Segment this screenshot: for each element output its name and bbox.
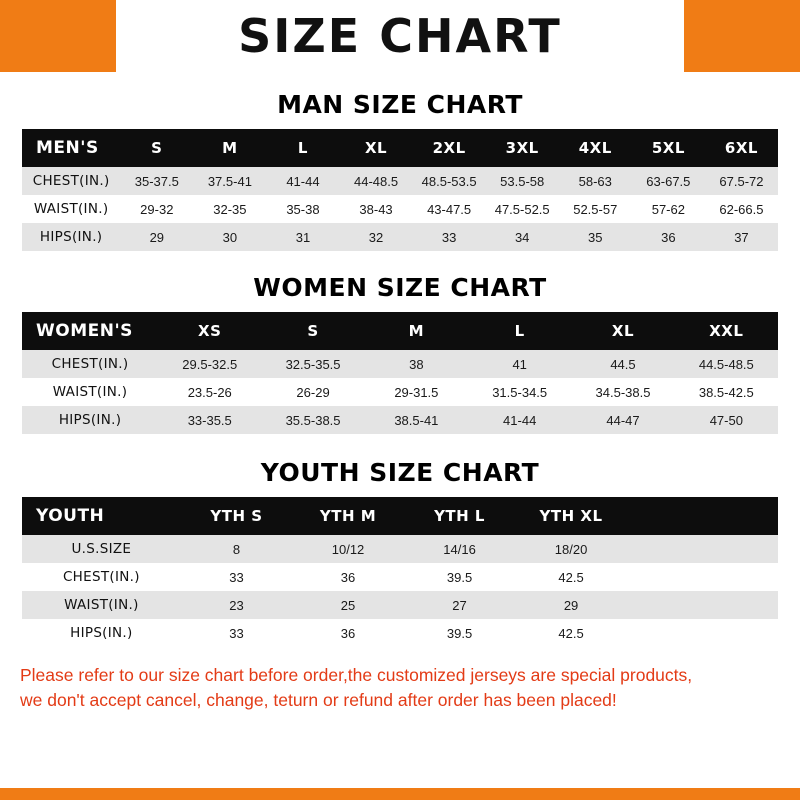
- table-cell: 63-67.5: [632, 167, 705, 195]
- table-cell: 23: [181, 591, 293, 619]
- youth-table-body: [22, 535, 778, 647]
- column-header: XS: [158, 312, 261, 350]
- table-cell-empty: [627, 535, 778, 563]
- table-cell: 53.5-58: [486, 167, 559, 195]
- column-header: L: [266, 129, 339, 167]
- bottom-accent-bar: [0, 788, 800, 800]
- table-cell: 31: [266, 223, 339, 251]
- table-cell: 35-38: [266, 195, 339, 223]
- table-row: [22, 378, 778, 406]
- column-header: YTH L: [404, 497, 516, 535]
- women-table-head: [22, 312, 778, 350]
- table-row: [22, 591, 778, 619]
- table-cell: 44.5-48.5: [675, 350, 778, 378]
- table-cell: 29-31.5: [365, 378, 468, 406]
- column-header: L: [468, 312, 571, 350]
- row-label: HIPS(IN.): [22, 223, 120, 251]
- footer-note-line-1: Please refer to our size chart before order,the customized jerseys are special products,: [20, 665, 693, 685]
- row-label: U.S.SIZE: [22, 535, 181, 563]
- column-header: M: [365, 312, 468, 350]
- row-label: HIPS(IN.): [22, 406, 158, 434]
- column-header: 6XL: [705, 129, 778, 167]
- table-cell: 18/20: [515, 535, 627, 563]
- men-table-head: [22, 129, 778, 167]
- table-cell: 23.5-26: [158, 378, 261, 406]
- table-cell: 29.5-32.5: [158, 350, 261, 378]
- table-cell: 42.5: [515, 563, 627, 591]
- column-header: 5XL: [632, 129, 705, 167]
- table-cell: 33: [181, 563, 293, 591]
- table-cell: 41-44: [266, 167, 339, 195]
- row-label: CHEST(IN.): [22, 563, 181, 591]
- table-row: [22, 619, 778, 647]
- table-row: [22, 563, 778, 591]
- youth-section: [0, 458, 800, 647]
- row-label: WAIST(IN.): [22, 195, 120, 223]
- table-cell: 41-44: [468, 406, 571, 434]
- table-row: [22, 350, 778, 378]
- table-cell: 39.5: [404, 619, 516, 647]
- table-cell: 42.5: [515, 619, 627, 647]
- column-header: 4XL: [559, 129, 632, 167]
- table-cell: 31.5-34.5: [468, 378, 571, 406]
- column-header: S: [261, 312, 364, 350]
- table-cell: 29: [515, 591, 627, 619]
- table-cell: 57-62: [632, 195, 705, 223]
- men-size-table: [22, 129, 778, 251]
- column-header: YOUTH: [22, 497, 181, 535]
- table-row: [22, 406, 778, 434]
- table-cell: 58-63: [559, 167, 632, 195]
- table-row: [22, 535, 778, 563]
- women-section-title: WOMEN SIZE CHART: [253, 273, 547, 302]
- column-header: WOMEN'S: [22, 312, 158, 350]
- row-label: WAIST(IN.): [22, 591, 181, 619]
- column-header: YTH XL: [515, 497, 627, 535]
- header-banner: [0, 0, 800, 72]
- column-header: YTH M: [292, 497, 404, 535]
- men-table-body: [22, 167, 778, 251]
- row-label: HIPS(IN.): [22, 619, 181, 647]
- youth-table-head: [22, 497, 778, 535]
- table-row: [22, 223, 778, 251]
- table-cell: 32-35: [193, 195, 266, 223]
- table-cell: 67.5-72: [705, 167, 778, 195]
- table-header-row: [22, 497, 778, 535]
- table-cell: 37: [705, 223, 778, 251]
- table-cell: 14/16: [404, 535, 516, 563]
- column-header-empty: [627, 497, 778, 535]
- table-cell: 34: [486, 223, 559, 251]
- youth-size-table: [22, 497, 778, 647]
- table-cell: 37.5-41: [193, 167, 266, 195]
- table-cell: 38: [365, 350, 468, 378]
- women-section: [0, 273, 800, 434]
- table-cell: 30: [193, 223, 266, 251]
- table-cell: 8: [181, 535, 293, 563]
- table-cell: 33-35.5: [158, 406, 261, 434]
- footer-note-line-2: we don't accept cancel, change, teturn or refund after order has been placed!: [20, 690, 617, 711]
- table-cell-empty: [627, 619, 778, 647]
- table-cell: 29: [120, 223, 193, 251]
- table-cell: 38.5-41: [365, 406, 468, 434]
- table-cell: 35-37.5: [120, 167, 193, 195]
- row-label: CHEST(IN.): [22, 350, 158, 378]
- column-header: MEN'S: [22, 129, 120, 167]
- table-cell: 34.5-38.5: [571, 378, 674, 406]
- table-row: [22, 167, 778, 195]
- table-cell: 25: [292, 591, 404, 619]
- column-header: XXL: [675, 312, 778, 350]
- table-cell: 33: [413, 223, 486, 251]
- column-header: XL: [571, 312, 674, 350]
- table-cell: 38-43: [340, 195, 413, 223]
- column-header: XL: [340, 129, 413, 167]
- men-section: [0, 90, 800, 251]
- table-header-row: [22, 312, 778, 350]
- table-cell: 47.5-52.5: [486, 195, 559, 223]
- footer-note: [20, 663, 780, 714]
- table-cell: 47-50: [675, 406, 778, 434]
- table-cell: 44-48.5: [340, 167, 413, 195]
- table-cell: 10/12: [292, 535, 404, 563]
- page-title: SIZE CHART: [238, 9, 562, 63]
- table-cell: 36: [292, 619, 404, 647]
- table-cell: 32: [340, 223, 413, 251]
- column-header: M: [193, 129, 266, 167]
- table-cell: 48.5-53.5: [413, 167, 486, 195]
- table-cell: 38.5-42.5: [675, 378, 778, 406]
- header-banner-inner: [116, 0, 684, 72]
- table-cell: 39.5: [404, 563, 516, 591]
- table-cell: 44-47: [571, 406, 674, 434]
- row-label: WAIST(IN.): [22, 378, 158, 406]
- table-cell: 43-47.5: [413, 195, 486, 223]
- youth-section-title: YOUTH SIZE CHART: [260, 458, 540, 487]
- table-cell: 52.5-57: [559, 195, 632, 223]
- table-cell: 29-32: [120, 195, 193, 223]
- table-cell-empty: [627, 563, 778, 591]
- table-header-row: [22, 129, 778, 167]
- table-cell: 35.5-38.5: [261, 406, 364, 434]
- column-header: 2XL: [413, 129, 486, 167]
- table-cell: 36: [632, 223, 705, 251]
- column-header: 3XL: [486, 129, 559, 167]
- table-cell-empty: [627, 591, 778, 619]
- men-section-title: MAN SIZE CHART: [277, 90, 523, 119]
- column-header: S: [120, 129, 193, 167]
- table-cell: 44.5: [571, 350, 674, 378]
- table-cell: 26-29: [261, 378, 364, 406]
- column-header: YTH S: [181, 497, 293, 535]
- table-cell: 27: [404, 591, 516, 619]
- table-cell: 35: [559, 223, 632, 251]
- row-label: CHEST(IN.): [22, 167, 120, 195]
- table-row: [22, 195, 778, 223]
- women-size-table: [22, 312, 778, 434]
- table-cell: 41: [468, 350, 571, 378]
- table-cell: 32.5-35.5: [261, 350, 364, 378]
- table-cell: 33: [181, 619, 293, 647]
- table-cell: 36: [292, 563, 404, 591]
- women-table-body: [22, 350, 778, 434]
- table-cell: 62-66.5: [705, 195, 778, 223]
